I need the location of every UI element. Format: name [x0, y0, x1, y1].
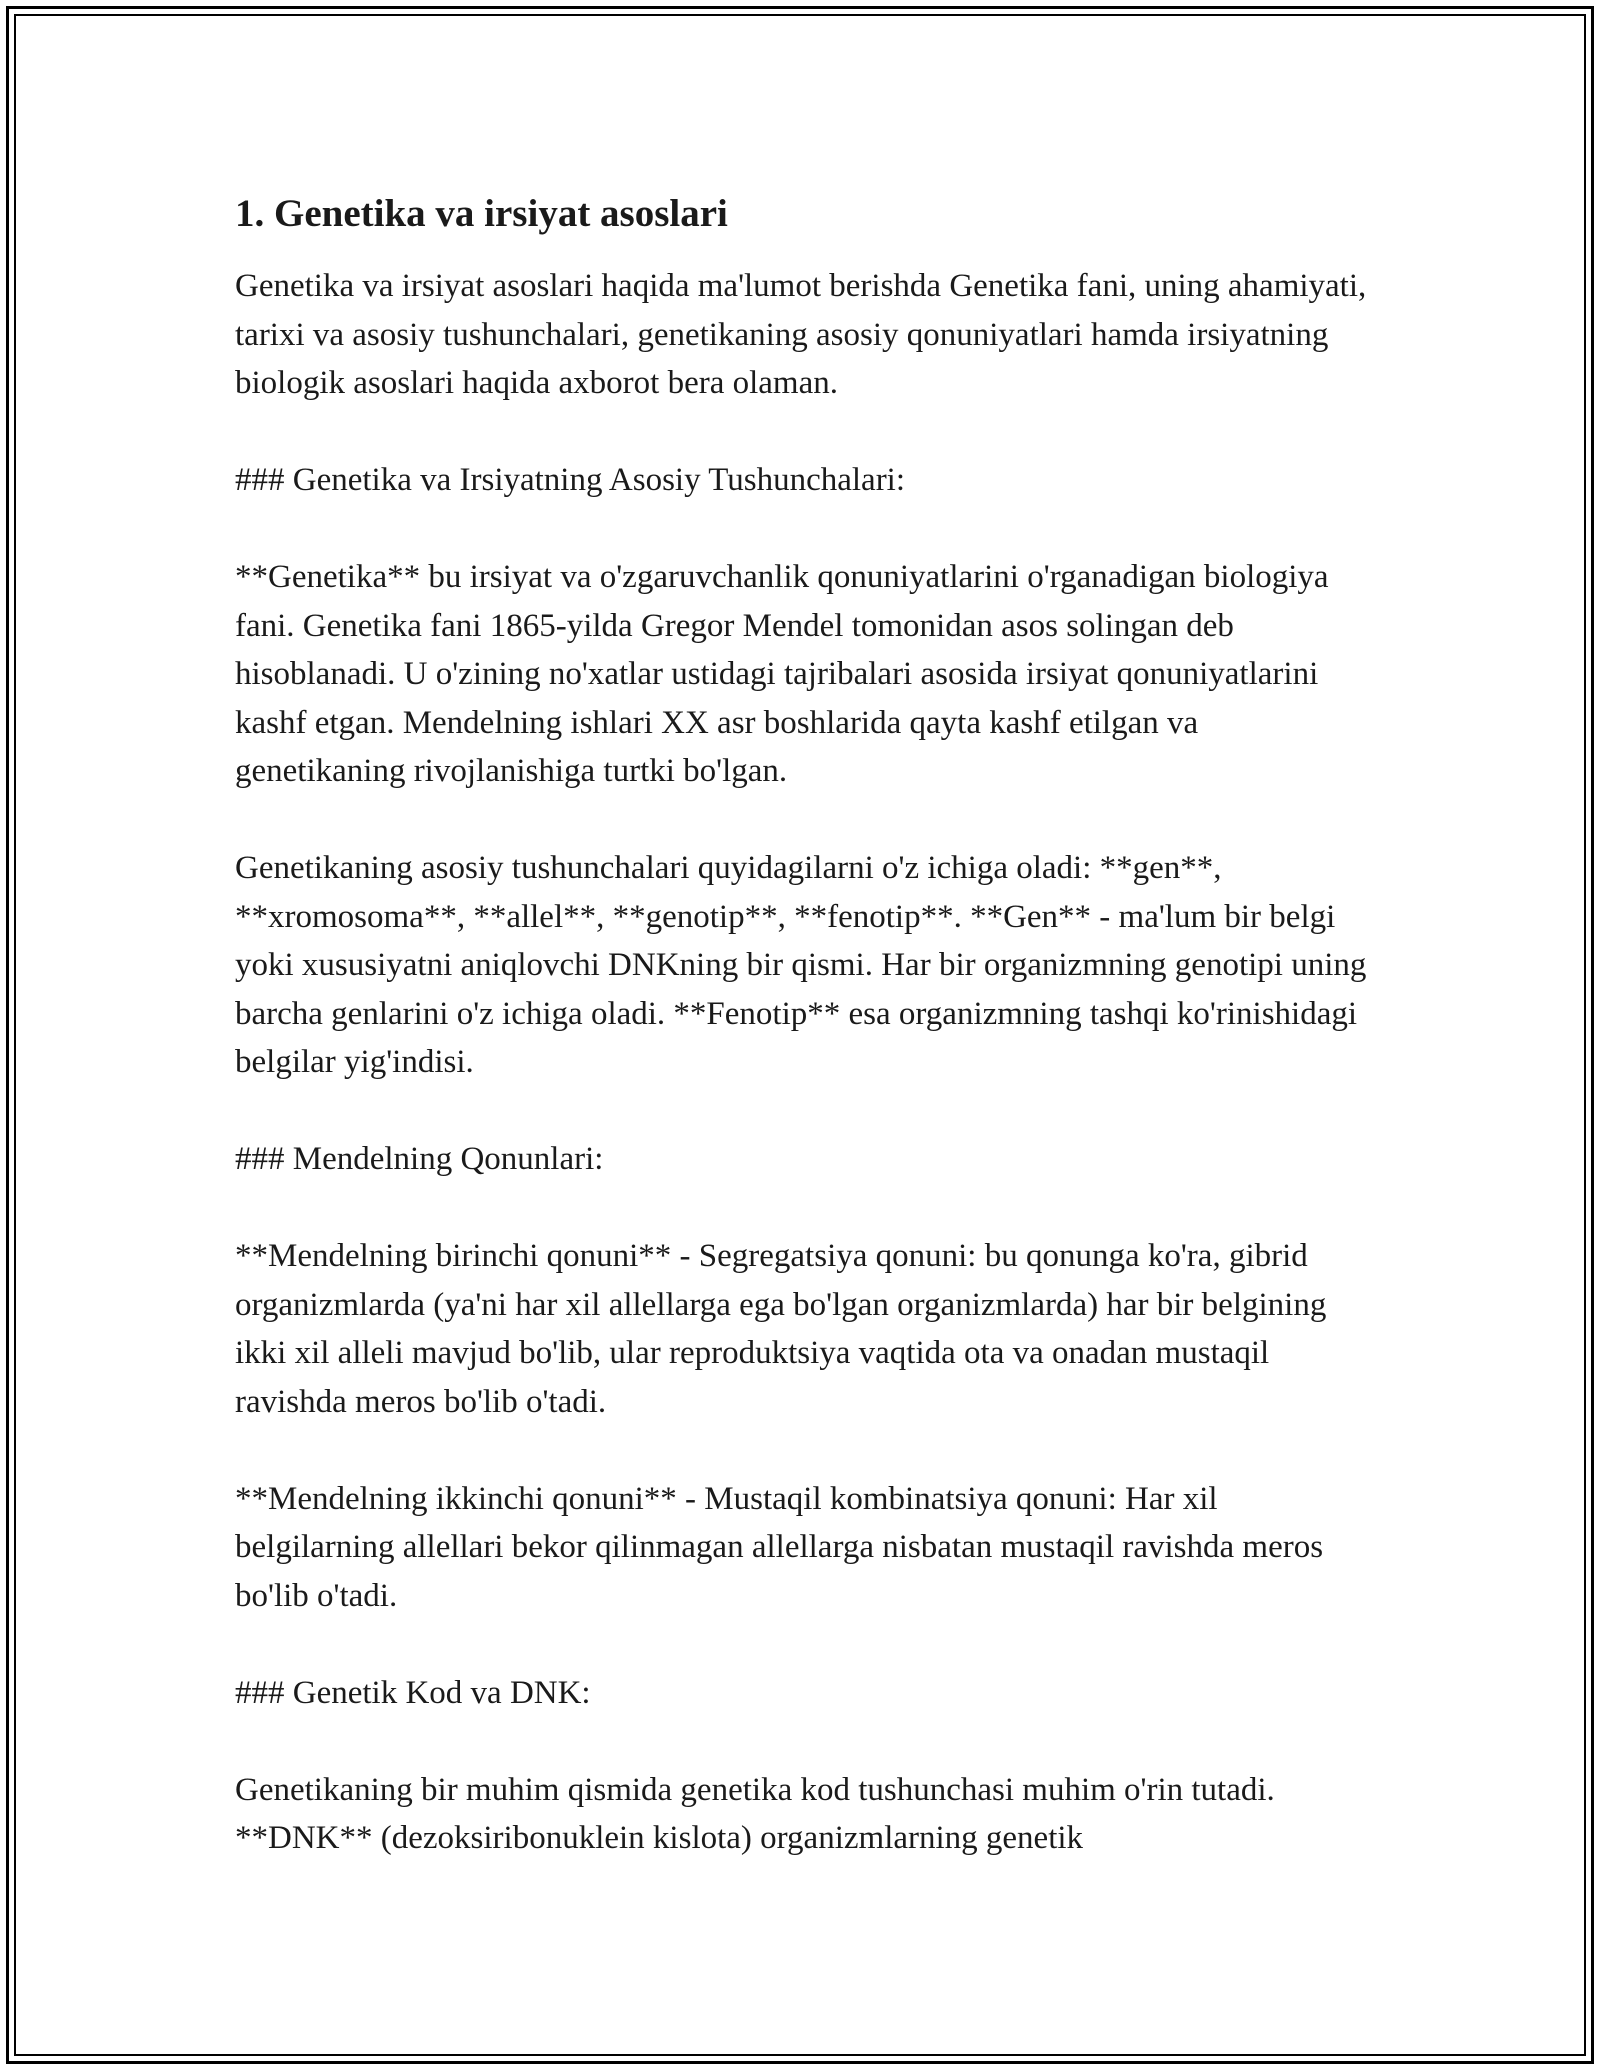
paragraph-genetik-kod: Genetikaning bir muhim qismida genetika kod tushunchasi muhim o'rin tutadi. **DNK** (dezoksiribonuklein kislota) organizmlarning genetik [235, 1771, 1275, 1856]
heading-asosiy-tushunchalar: ### Genetika va Irsiyatning Asosiy Tushunchalari: [235, 462, 906, 498]
document-body [235, 188, 1375, 1911]
heading-mendel-qonunlari: ### Mendelning Qonunlari: [235, 1141, 604, 1177]
paragraph-genetika-definition: **Genetika** bu irsiyat va o'zgaruvchanlik qonuniyatlarini o'rganadigan biologiya fani. Genetika fani 1865-yilda Gregor Mendel tomonidan asos solingan deb hisoblanadi. U o'zining no'xatlar ustidagi tajribalari asosida irsiyat qonuniyatlarini kashf etgan. Mendelning ishlari XX asr boshlarida qayta kashf etilgan va genetikaning rivojlanishiga turtki bo'lgan. [235, 559, 1329, 789]
paragraph-mendel-first-law: **Mendelning birinchi qonuni** - Segregatsiya qonuni: bu qonunga ko'ra, gibrid organizmlarda (ya'ni har xil allellarga ega bo'lgan organizmlarda) har bir belgining ikki xil alleli mavjud bo'lib, ular reproduktsiya vaqtida ota va onadan mustaqil ravishda meros bo'lib o'tadi. [235, 1238, 1327, 1420]
heading-genetik-kod: ### Genetik Kod va DNK: [235, 1674, 591, 1711]
paragraph-mendel-second-law: **Mendelning ikkinchi qonuni** - Mustaqil kombinatsiya qonuni: Har xil belgilarning allellari bekor qilinmagan allellarga nisbatan mustaqil ravishda meros bo'lib o'tadi. [235, 1480, 1324, 1614]
paragraph-asosiy-tushunchalar: Genetikaning asosiy tushunchalari quyidagilarni o'z ichiga oladi: **gen**, **xromosoma**, **allel**, **genotip**, **fenotip**. **Gen** - ma'lum bir belgi yoki xususiyatni aniqlovchi DNKning bir qismi. Har bir organizmning genotipi uning barcha genlarini o'z ichiga oladi. **Fenotip** esa organizmning tashqi ko'rinishidagi belgilar yig'indisi. [235, 850, 1367, 1080]
document-title: 1. Genetika va irsiyat asoslari [235, 192, 728, 235]
paragraph-intro: Genetika va irsiyat asoslari haqida ma'lumot berishda Genetika fani, uning ahamiyati, tarixi va asosiy tushunchalari, genetikaning asosiy qonuniyatlari hamda irsiyatning biologik asoslari haqida axborot bera olaman. [235, 268, 1367, 401]
